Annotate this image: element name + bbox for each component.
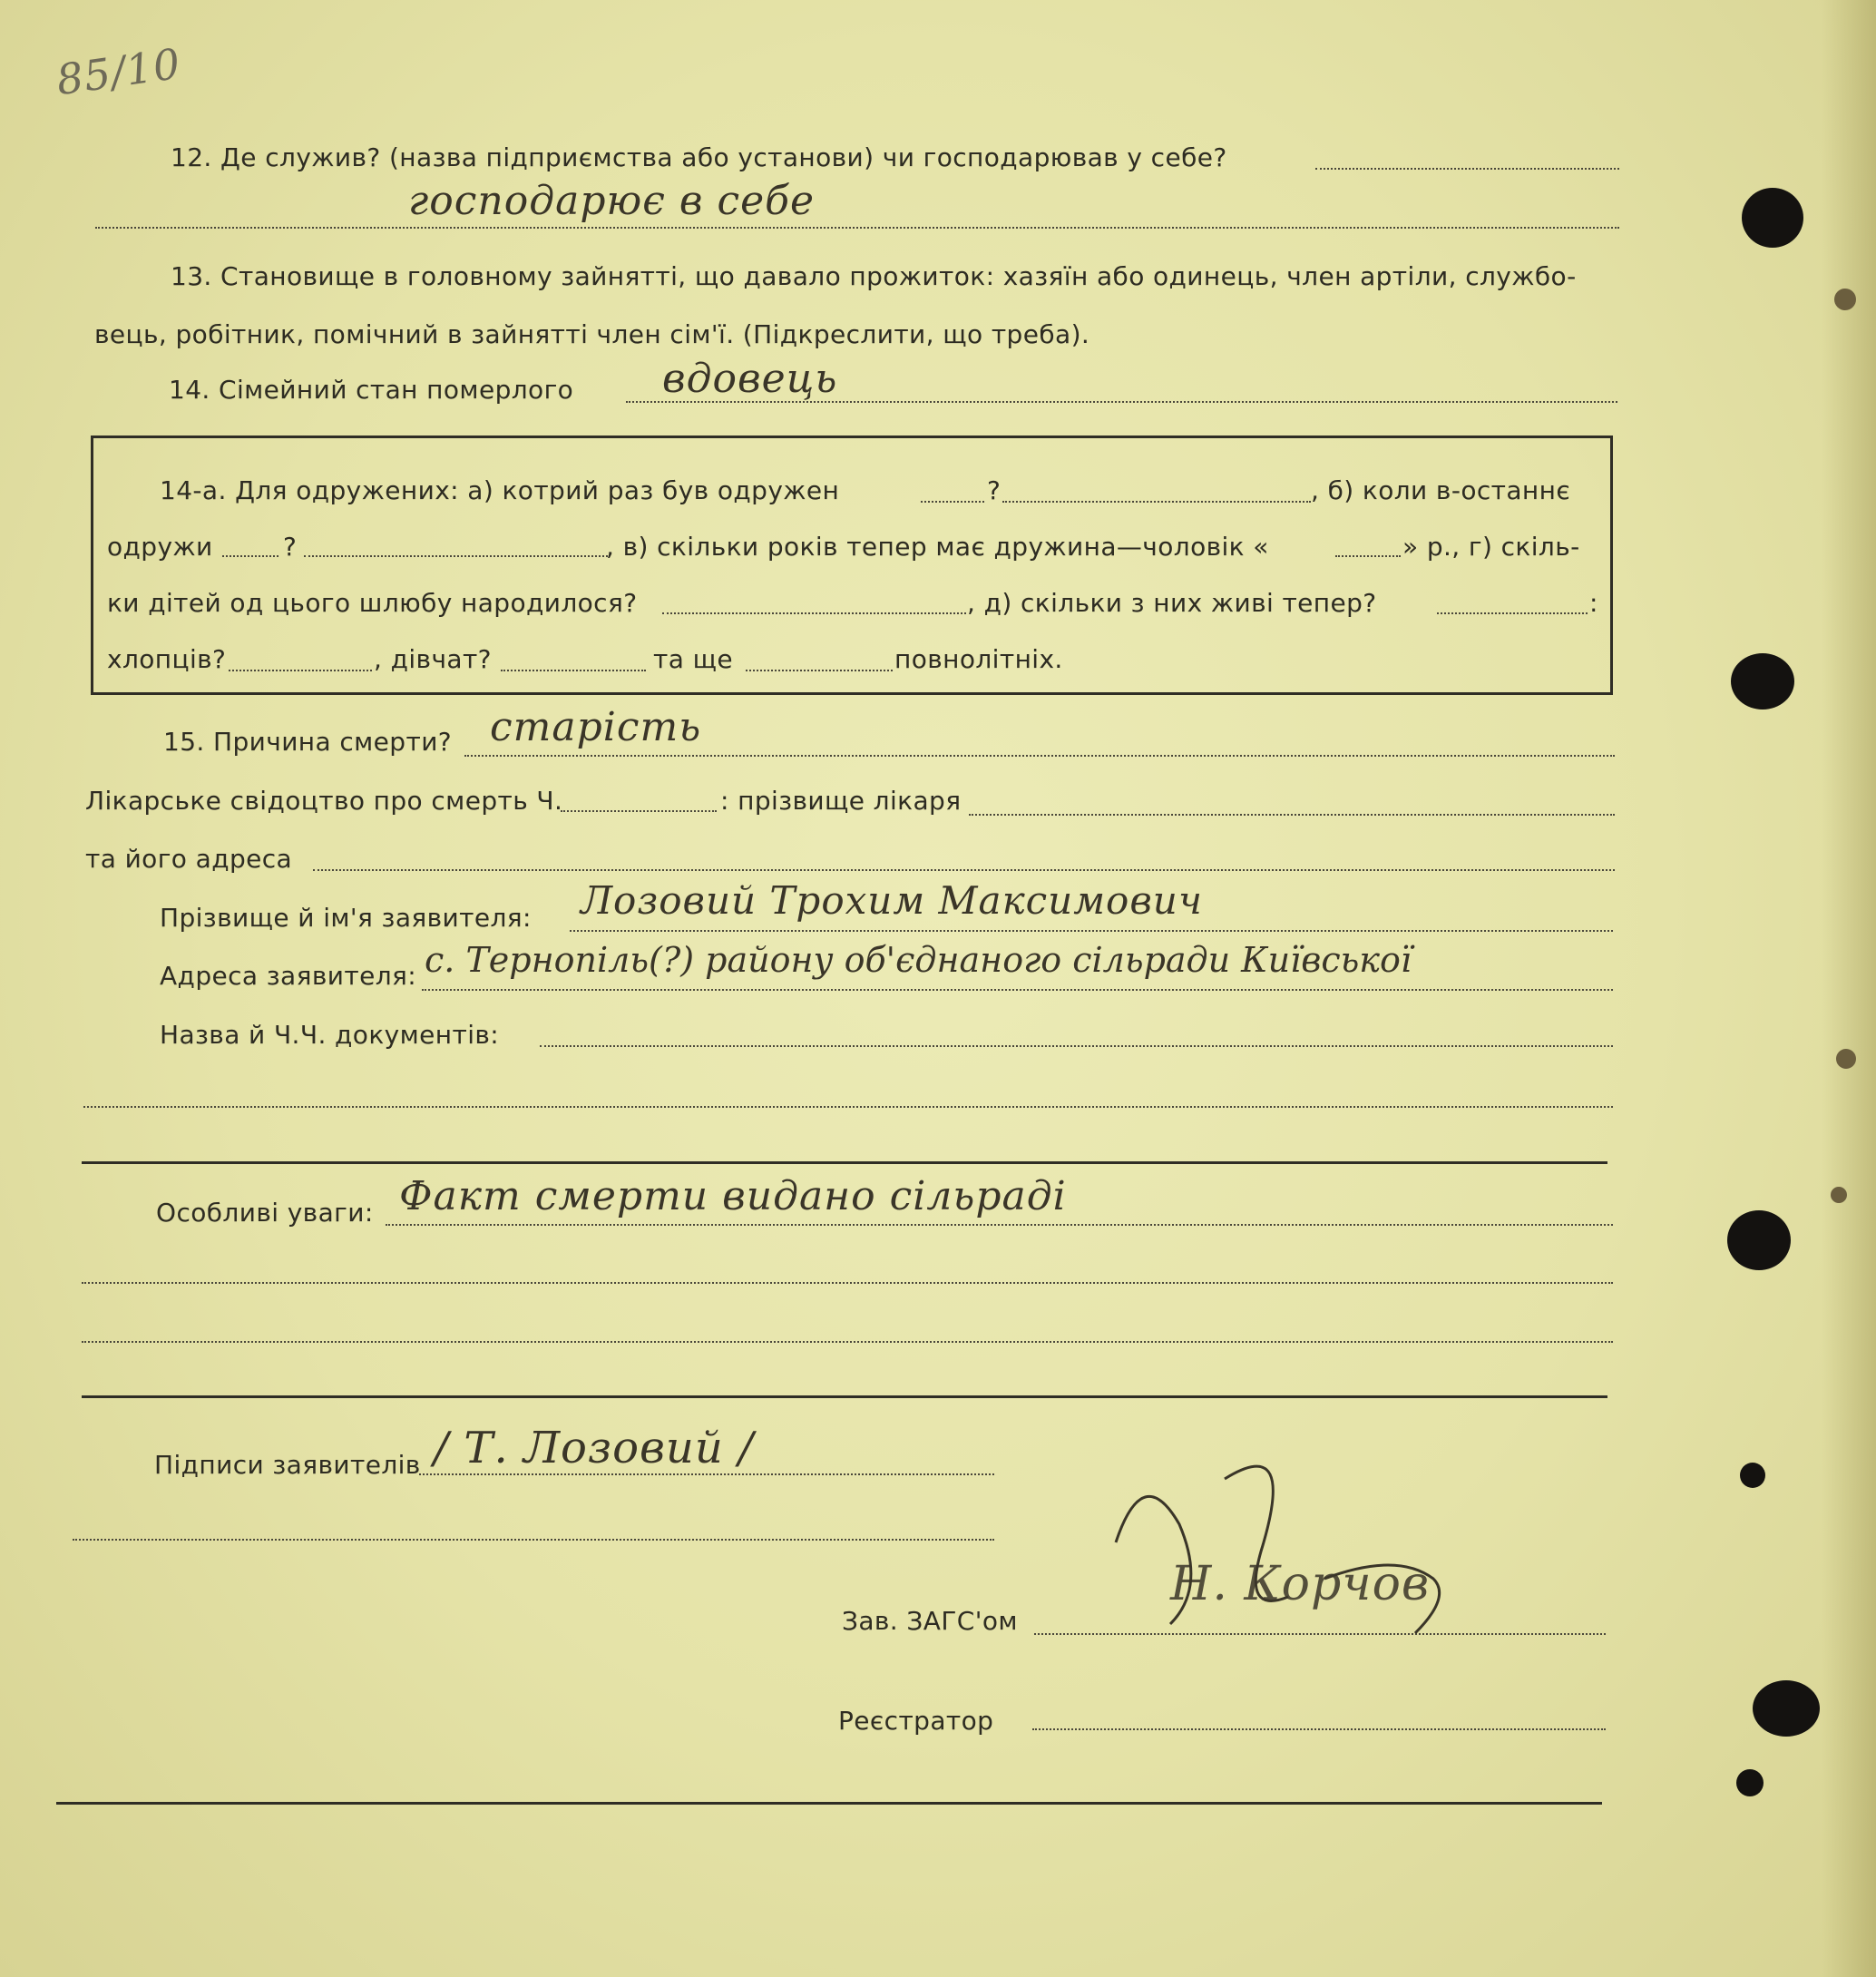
remarks-line-3 (82, 1341, 1613, 1343)
medical-doctor-label: : прізвище лікаря (720, 786, 962, 816)
q14a-line1-b: , б) коли в-останнє (1311, 475, 1571, 505)
q15-line (464, 755, 1615, 757)
q14a-married-line (222, 555, 278, 557)
q14a-line3-c: : (1589, 588, 1598, 618)
binding-hole (1753, 1680, 1820, 1737)
q14a-box (91, 436, 1613, 695)
applicant-address-value: с. Тернопіль(?) району об'єднаного сільради Київської (425, 940, 1412, 980)
q15-label: 15. Причина смерти? (163, 727, 453, 757)
q14a-line4-c: та ще (653, 644, 733, 674)
remarks-line-2 (82, 1282, 1613, 1284)
applicant-docs-line-1 (540, 1045, 1613, 1047)
applicants-signature-line-2 (73, 1539, 994, 1541)
q14a-boys-line (229, 670, 372, 671)
section-rule-1 (82, 1161, 1607, 1164)
q12-line-2 (95, 227, 1619, 229)
applicant-docs-line-2 (83, 1106, 1613, 1108)
applicants-signature-value: / Т. Лозовий / (434, 1423, 755, 1473)
medical-doctor-line (969, 814, 1615, 816)
applicant-name-label: Прізвище й ім'я заявителя: (160, 903, 532, 933)
q14a-children-line (662, 612, 966, 614)
head-label: Зав. ЗАГС'ом (842, 1606, 1018, 1636)
remarks-label: Особливі уваги: (156, 1198, 374, 1228)
remarks-line-1 (386, 1224, 1613, 1226)
q14-answer: вдовець (662, 356, 838, 402)
q14a-times-married-line (921, 501, 984, 503)
q14a-line1-a: 14-а. Для одружених: а) котрий раз був одружен (160, 475, 840, 505)
q14a-line1-q: ? (987, 475, 1002, 505)
q12-line-1 (1315, 168, 1619, 170)
q12-answer: господарює в себе (408, 178, 816, 224)
q14a-adults-line (746, 670, 893, 671)
binding-hole (1731, 653, 1794, 710)
applicants-signature-label: Підписи заявителів (154, 1450, 421, 1480)
binding-hole (1742, 188, 1803, 248)
q14a-line2-b: , в) скільки років тепер має дружина—чоловік « (606, 532, 1269, 562)
q14a-girls-line (501, 670, 646, 671)
q12-label: 12. Де служив? (назва підприємства або установи) чи господарював у себе? (171, 142, 1227, 172)
binding-hole (1727, 1210, 1791, 1270)
q14a-line2-q: ? (283, 532, 298, 562)
section-rule-2 (82, 1395, 1607, 1398)
section-rule-3 (56, 1802, 1602, 1805)
applicant-address-label: Адреса заявителя: (160, 961, 417, 991)
pin-mark (1836, 1049, 1856, 1069)
q14a-line4-d: повнолітніх. (894, 644, 1063, 674)
applicant-name-line (570, 930, 1613, 932)
q14a-married-date-line (304, 555, 608, 557)
remarks-value: Факт смерти видано сільраді (399, 1173, 1067, 1219)
applicant-address-line (422, 989, 1613, 991)
registrar-label: Реєстратор (838, 1706, 994, 1736)
q14a-line4-b: , дівчат? (374, 644, 492, 674)
q13-line-2: вець, робітник, помічний в зайнятті член сім'ї. (Підкреслити, що треба). (94, 319, 1090, 349)
archive-mark: 85/10 (53, 38, 184, 105)
head-signature-flourish (1089, 1443, 1470, 1642)
medical-address-label: та його адреса (85, 844, 293, 874)
q14a-when-line (1002, 501, 1311, 503)
q14a-line2-c: » р., г) скіль- (1402, 532, 1580, 562)
q14a-line4-a: хлопців? (107, 644, 227, 674)
applicant-docs-label: Назва й Ч.Ч. документів: (160, 1020, 500, 1050)
medical-address-line (313, 869, 1615, 871)
q13-line-1: 13. Становище в головному зайнятті, що давало прожиток: хазяїн або одинець, член артіли, службо- (171, 261, 1577, 291)
applicant-name-value: Лозовий Трохим Максимович (581, 878, 1203, 923)
q14a-line3-a: ки дітей од цього шлюбу народилося? (107, 588, 638, 618)
medical-cert-line (561, 810, 717, 812)
pin-mark (1834, 289, 1856, 310)
q14a-line3-b: , д) скільки з них живі тепер? (967, 588, 1377, 618)
pin-mark (1831, 1187, 1847, 1203)
q15-answer: старість (490, 704, 702, 750)
q14a-alive-line (1437, 612, 1588, 614)
head-signature-value: Н. Корчов (1170, 1557, 1431, 1611)
q14a-spouse-age-line (1335, 555, 1401, 557)
medical-cert-label: Лікарське свідоцтво про смерть Ч. (85, 786, 563, 816)
q14-label: 14. Сімейний стан померлого (169, 375, 574, 405)
binding-hole (1736, 1769, 1764, 1796)
registrar-line (1032, 1728, 1606, 1730)
q14a-line2-a: одружи (107, 532, 213, 562)
binding-hole (1740, 1463, 1765, 1488)
applicants-signature-line (419, 1473, 994, 1475)
